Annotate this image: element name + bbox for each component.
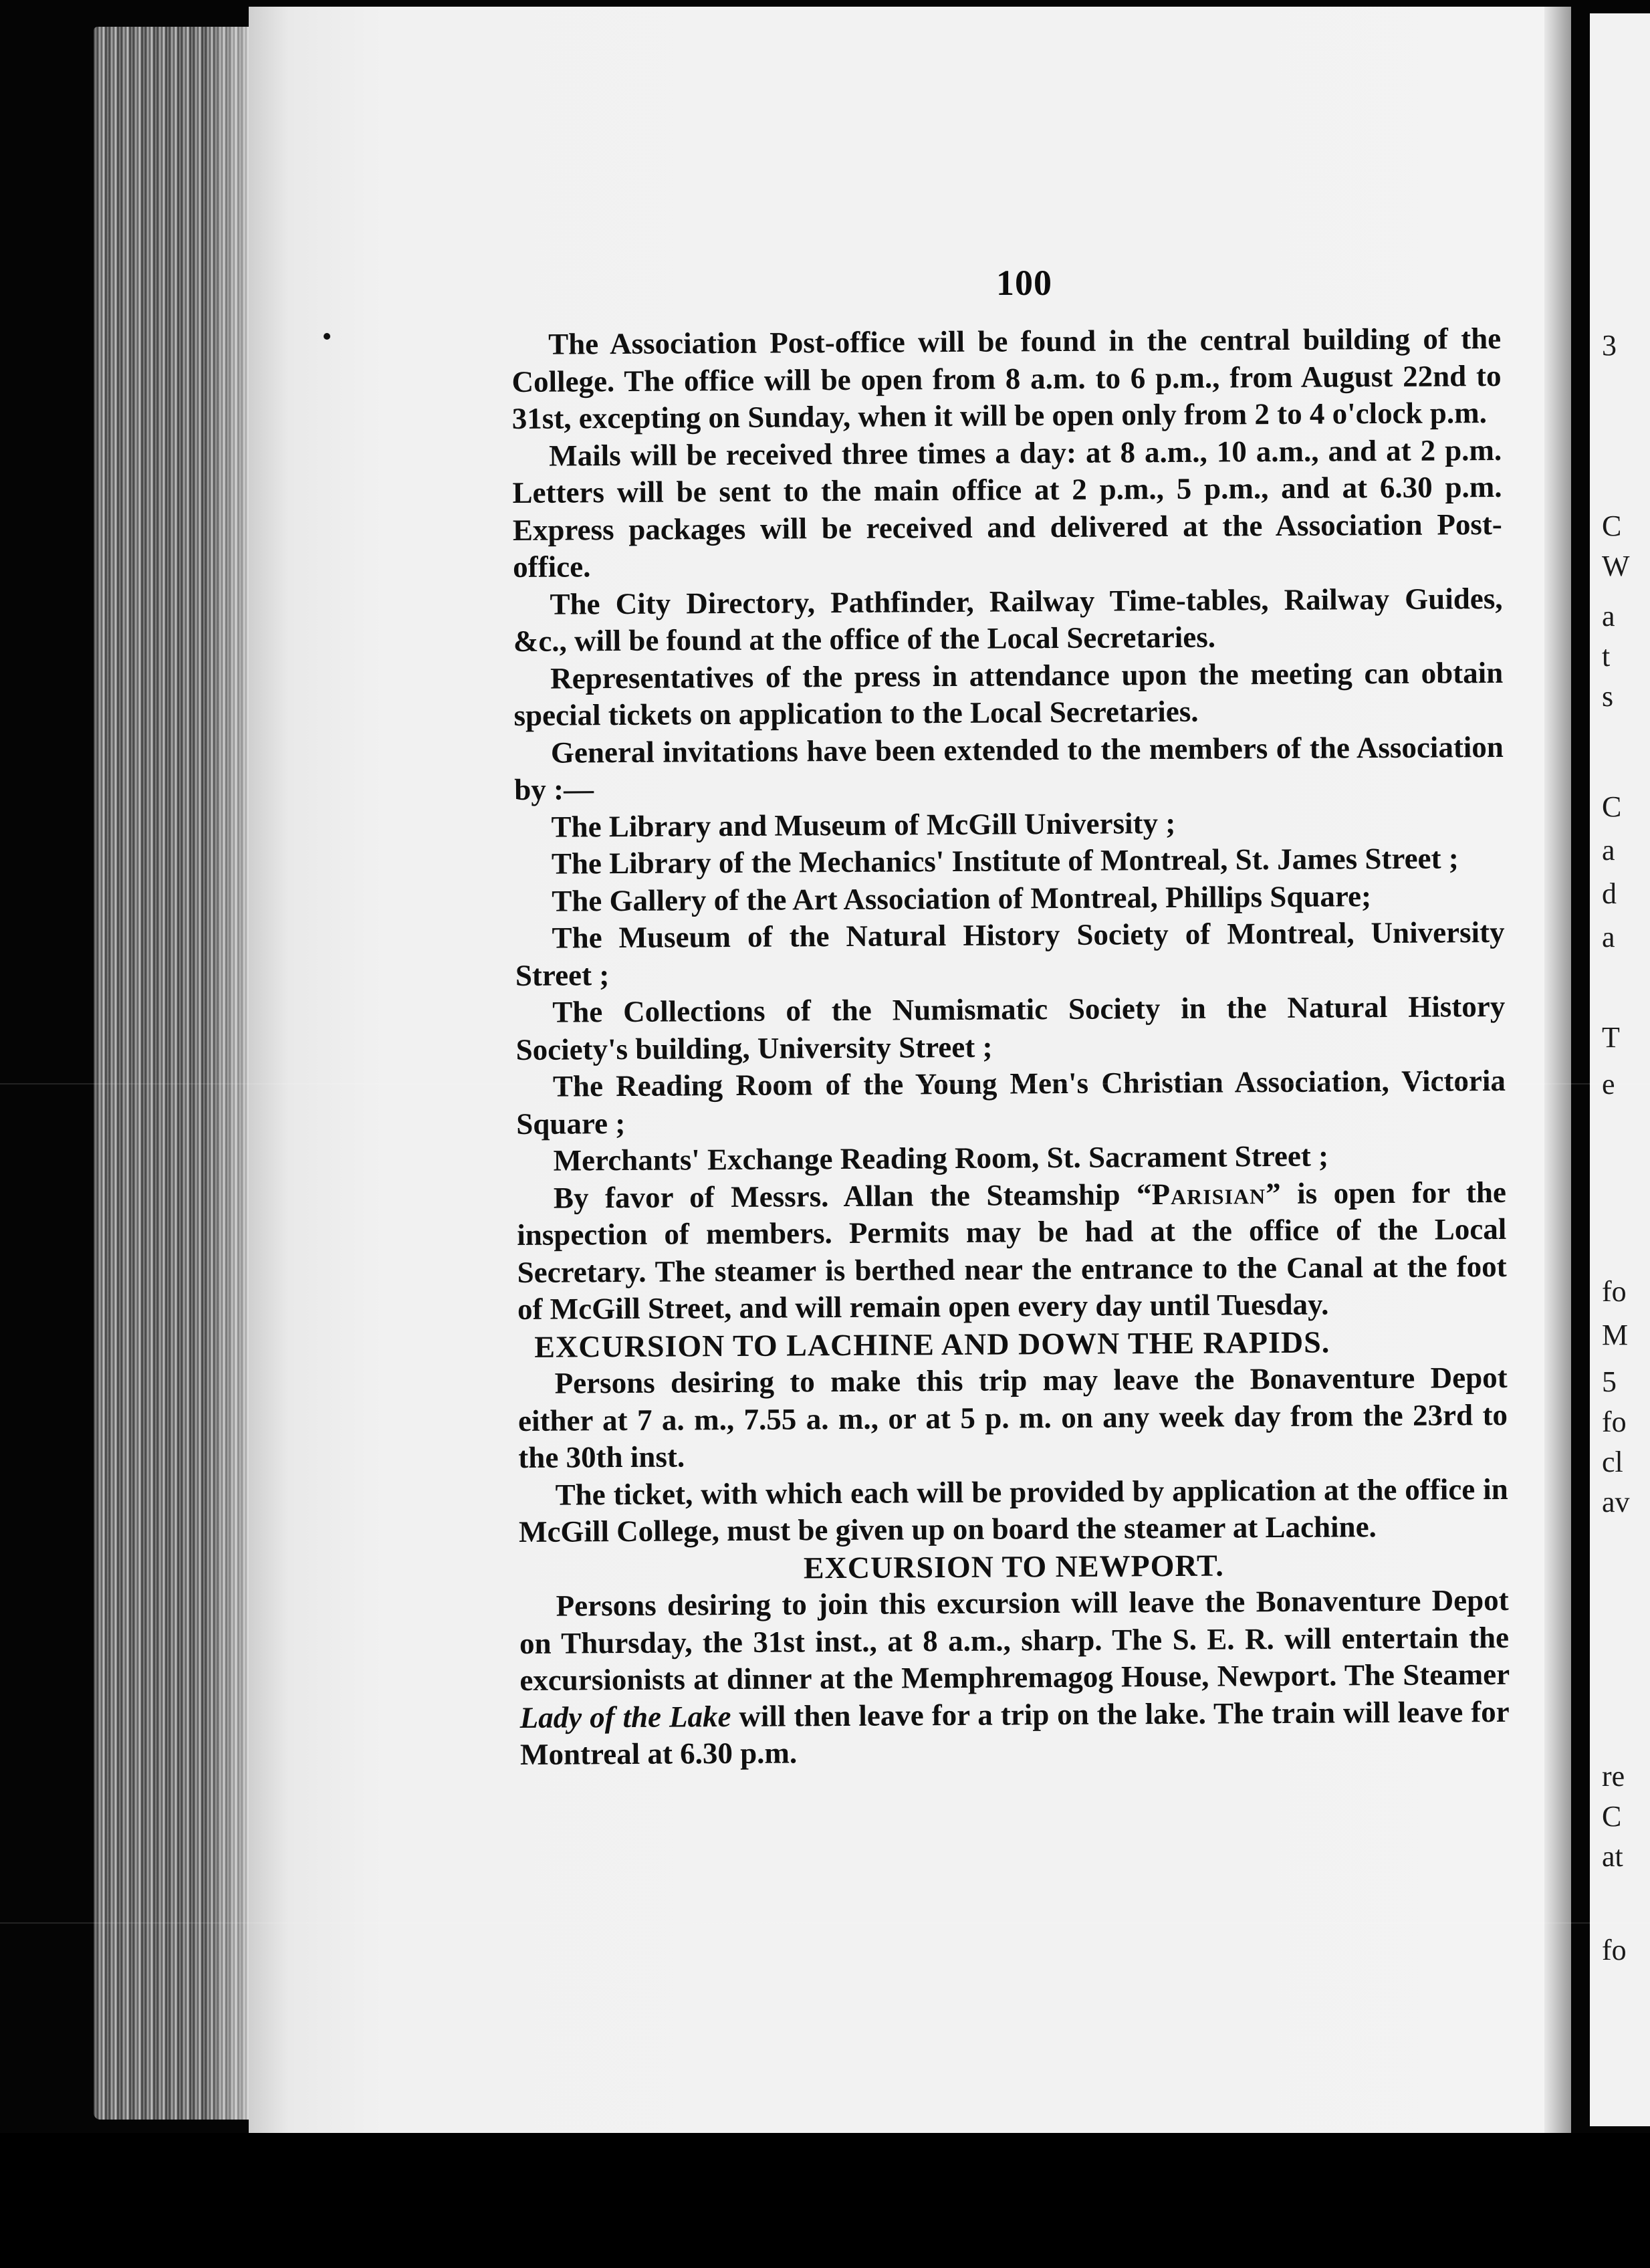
invitation-item: The Library of the Mechanics' Institute of Montreal, St. James Street ; bbox=[551, 841, 1459, 881]
newport-text-before: Persons desiring to join this excursion will leave the Bonaventure Depot on Thursday, the 31st inst., at 8 a.m., sharp. The S. E. R. will entertain the excursionists at dinner at the Memphremagog House, Newport. The Steamer bbox=[519, 1583, 1510, 1697]
steamer-name: Lady of the Lake bbox=[519, 1699, 731, 1734]
facing-fragment: a bbox=[1602, 921, 1615, 953]
facing-fragment: s bbox=[1602, 680, 1614, 713]
facing-fragment: 3 bbox=[1602, 329, 1617, 362]
ink-speck bbox=[324, 333, 330, 340]
facing-fragment: a bbox=[1602, 600, 1615, 633]
book-page-edges bbox=[94, 27, 254, 2120]
facing-fragment: fo bbox=[1602, 1934, 1627, 1966]
text-column bbox=[511, 320, 1510, 1774]
paragraph-invitations: General invitations have been extended to the members of the Association by :— bbox=[514, 729, 1504, 806]
facing-fragment: C bbox=[1602, 790, 1622, 823]
newport-text-after: will then leave for a trip on the lake. The train will leave for Montreal at 6.30 p.m. bbox=[519, 1694, 1510, 1771]
invitation-item: Merchants' Exchange Reading Room, St. Sacrament Street ; bbox=[553, 1139, 1329, 1177]
facing-page-fragment bbox=[1590, 13, 1650, 2126]
heading-newport-excursion: EXCURSION TO NEWPORT. bbox=[803, 1548, 1224, 1585]
paragraph-post-office: The Association Post-office will be found in the central building of the College. The office will be open from 8 a.m. to 6 p.m., from August 22nd to 31st, excepting on Sunday, when it will be open only from 2 to 4 o'clock p.m. bbox=[511, 321, 1502, 435]
invitation-item: The Collections of the Numismatic Society in the Natural History Society's building, University Street ; bbox=[515, 989, 1506, 1066]
facing-fragment: M bbox=[1602, 1319, 1629, 1351]
page-number: 100 bbox=[996, 263, 1052, 303]
scan-artifact-line bbox=[0, 1922, 1650, 1924]
facing-fragment: t bbox=[1602, 640, 1611, 673]
paragraph-lachine-ticket: The ticket, with which each will be provided by application at the office in McGill College, must be given up on board the steamer at Lachine. bbox=[518, 1472, 1508, 1549]
scan-artifact-line bbox=[0, 1083, 1650, 1085]
paragraph-mails: Mails will be received three times a day: at 8 a.m., 10 a.m., and at 2 p.m. Letters will be sent to the main office at 2 p.m., 5 p.m., and at 6.30 p.m. Express packages will be received and delivered at the Association Post-office. bbox=[512, 433, 1502, 584]
parisian-text-before: By favor of Messrs. Allan the Steamship “ bbox=[553, 1177, 1152, 1215]
invitation-item: The Reading Room of the Young Men's Christian Association, Victoria Square ; bbox=[516, 1063, 1506, 1141]
parisian-text-after: ” is open for the inspection of members. Permits may be had at the office of the Local Secretary. The steamer is berthed near the entrance to the Canal at the foot of McGill Street, and will remain open every day until Tuesday. bbox=[517, 1175, 1507, 1326]
facing-fragment: 5 bbox=[1602, 1365, 1617, 1398]
heading-lachine-excursion: EXCURSION TO LACHINE AND DOWN THE RAPIDS. bbox=[534, 1325, 1330, 1364]
facing-fragment: av bbox=[1602, 1486, 1630, 1518]
facing-fragment: re bbox=[1602, 1760, 1625, 1793]
facing-fragment: cl bbox=[1602, 1446, 1623, 1478]
paragraph-parisian bbox=[517, 1173, 1507, 1328]
invitation-item: The Gallery of the Art Association of Montreal, Phillips Square; bbox=[552, 879, 1372, 918]
facing-fragment: at bbox=[1602, 1840, 1623, 1873]
scan-bottom-band bbox=[0, 2133, 1650, 2268]
facing-fragment: W bbox=[1602, 550, 1630, 582]
steamship-name: Parisian bbox=[1151, 1176, 1266, 1211]
facing-fragment: e bbox=[1602, 1068, 1615, 1101]
paragraph-press: Representatives of the press in attendance upon the meeting can obtain special tickets on application to the Local Secretaries. bbox=[513, 655, 1504, 732]
paragraph-city-directory: The City Directory, Pathfinder, Railway Time-tables, Railway Guides, &c., will be found at the office of the Local Secretaries. bbox=[513, 581, 1503, 658]
facing-fragment: d bbox=[1602, 877, 1617, 910]
facing-fragment: C bbox=[1602, 509, 1622, 542]
paragraph-lachine-trip: Persons desiring to make this trip may leave the Bonaventure Depot either at 7 a. m., 7.55 a. m., or at 5 p. m. on any week day from the 23rd to the 30th inst. bbox=[517, 1360, 1508, 1474]
facing-fragment: a bbox=[1602, 834, 1615, 867]
invitation-item: The Library and Museum of McGill University ; bbox=[551, 806, 1176, 844]
facing-fragment: T bbox=[1602, 1021, 1620, 1054]
facing-fragment: fo bbox=[1602, 1405, 1627, 1438]
invitation-item: The Museum of the Natural History Society of Montreal, University Street ; bbox=[515, 915, 1505, 992]
facing-fragment: C bbox=[1602, 1800, 1622, 1833]
facing-fragment: fo bbox=[1602, 1275, 1627, 1308]
page-gutter-shadow bbox=[1544, 7, 1571, 2133]
paragraph-newport bbox=[519, 1582, 1510, 1774]
